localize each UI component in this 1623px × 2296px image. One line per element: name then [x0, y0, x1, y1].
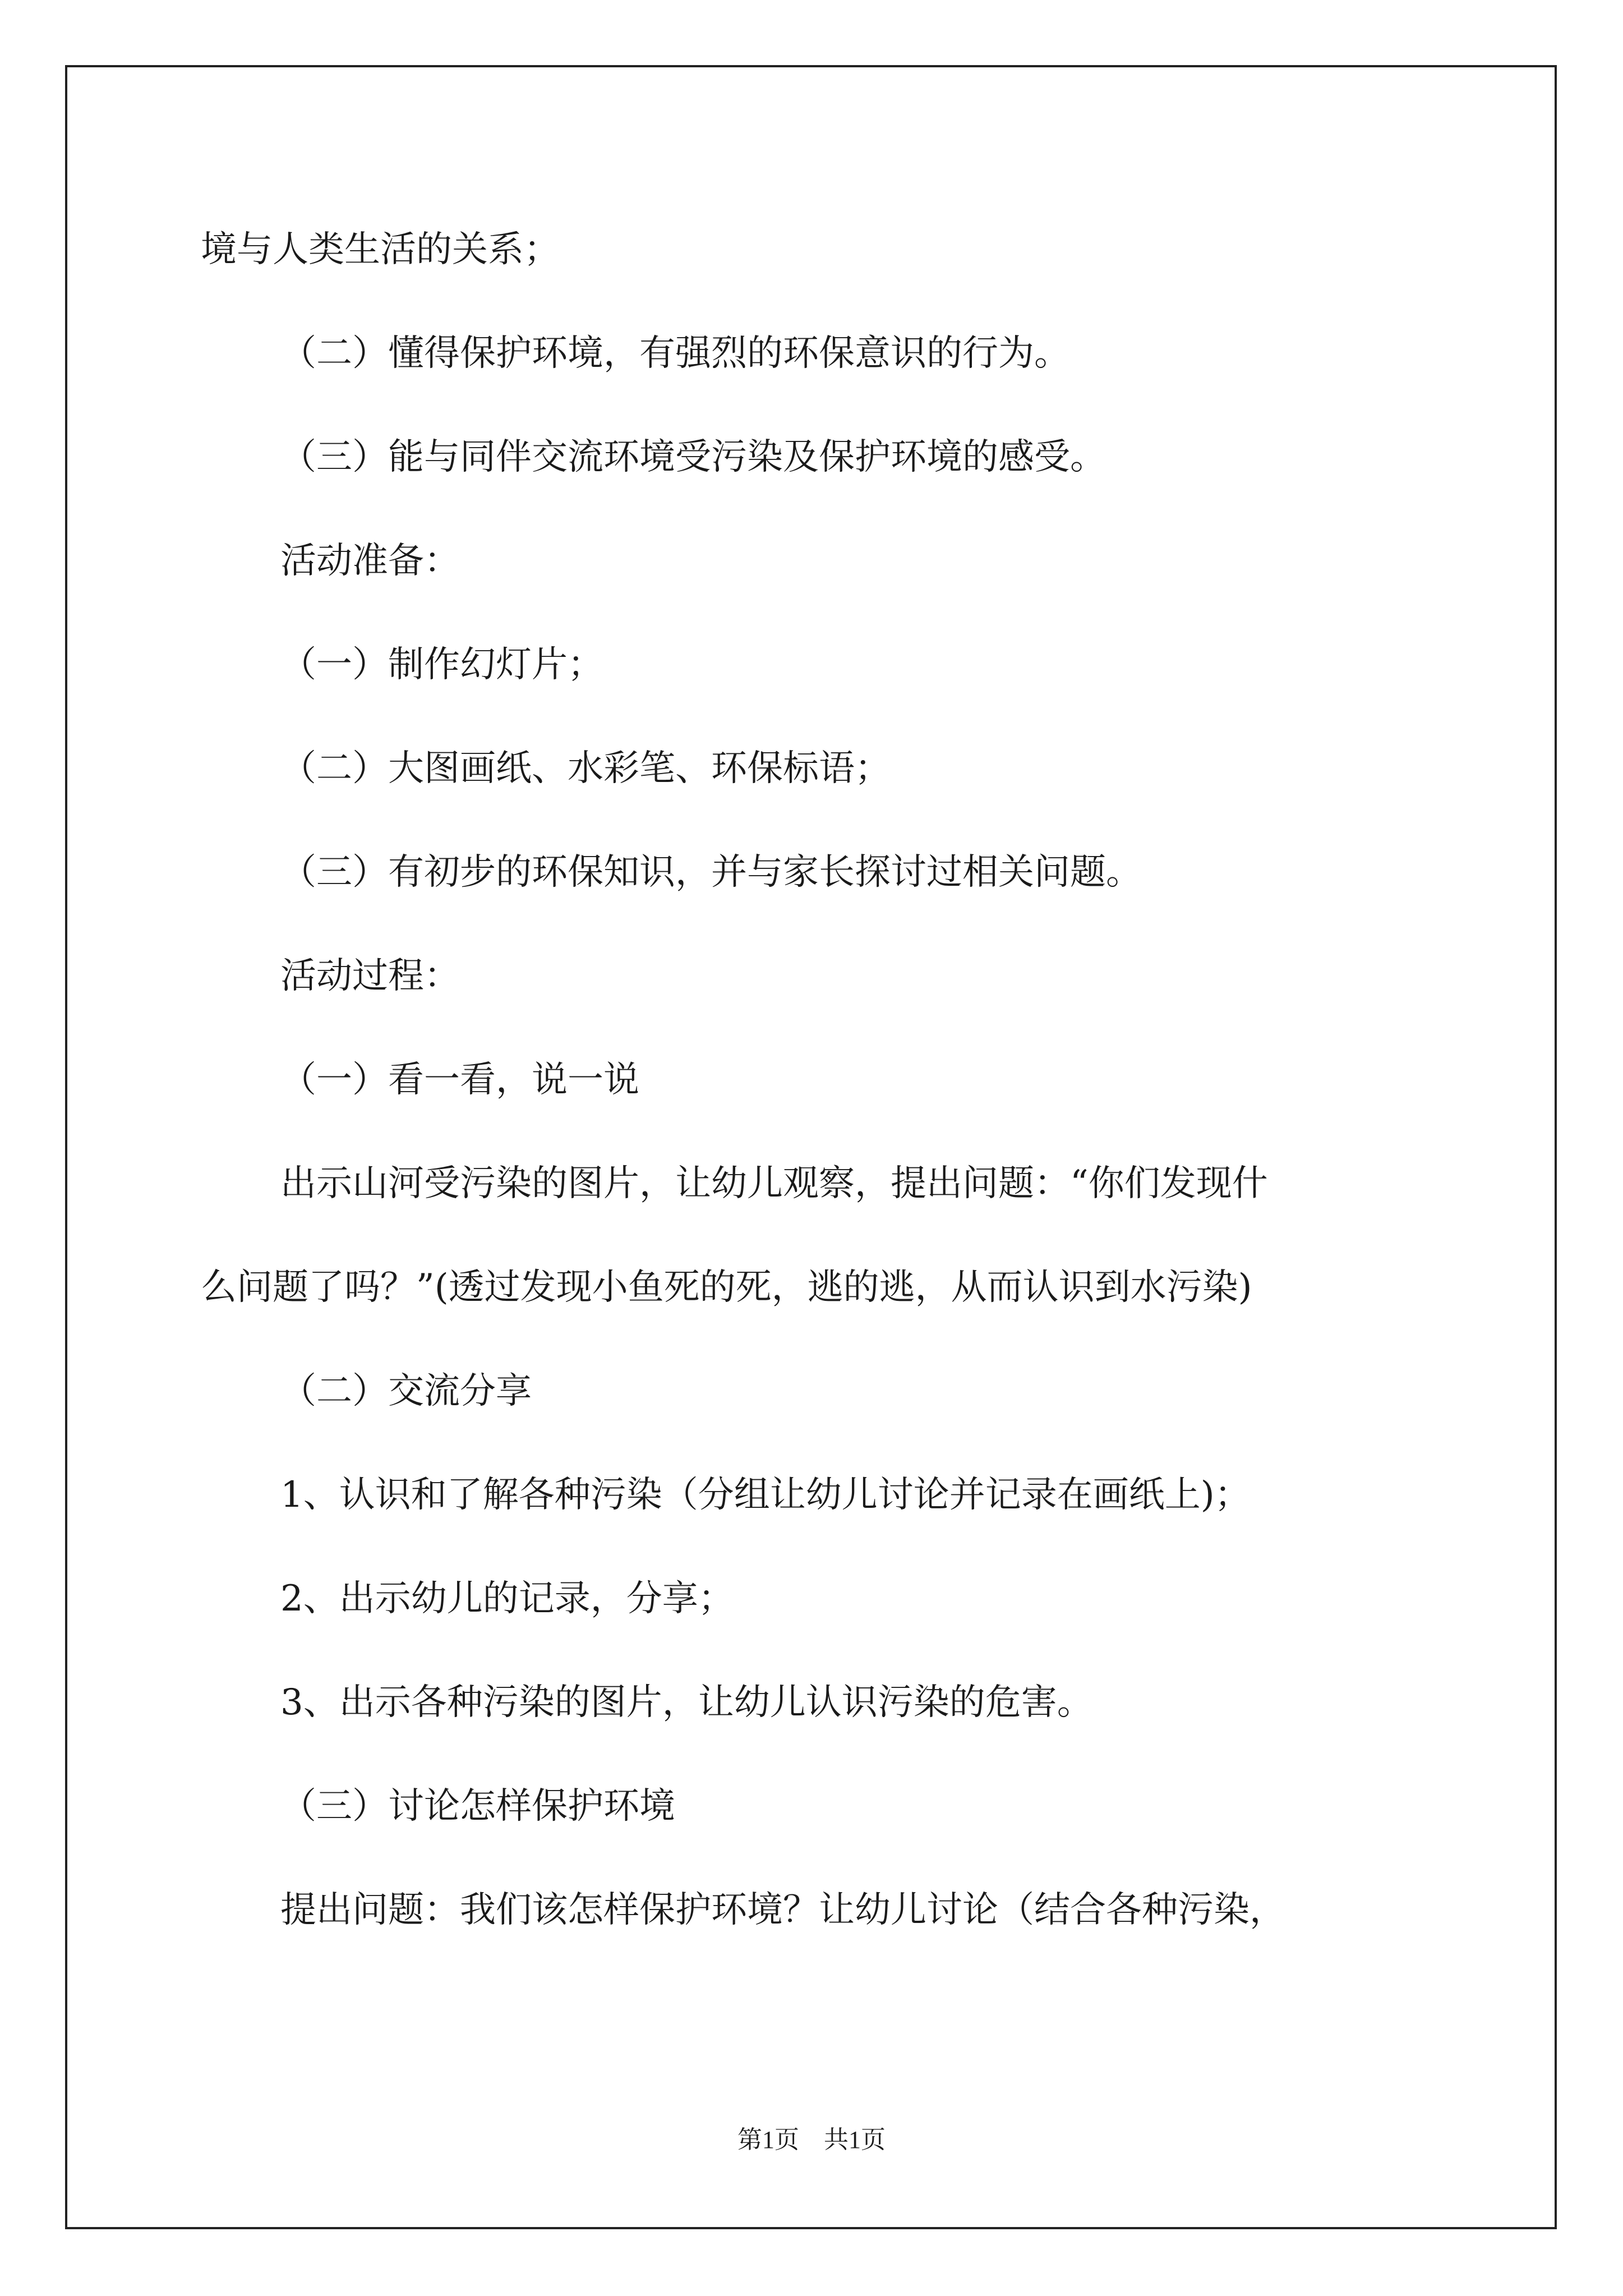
- page-number-footer: 第1页 共1页: [737, 2126, 886, 2154]
- text-line-5: （一）制作幻灯片；: [280, 644, 603, 685]
- text-line-13: 1、认识和了解各种污染（分组让幼儿讨论并记录在画纸上)；: [280, 1474, 1251, 1516]
- text-line-11: 么问题了吗？”(透过发现小鱼死的死，逃的逃，从而认识到水污染): [201, 1267, 1252, 1308]
- text-line-17: 提出问题：我们该怎样保护环境？让幼儿讨论（结合各种污染，: [280, 1889, 1285, 1931]
- text-line-12: （二）交流分享: [280, 1370, 532, 1412]
- text-line-7: （三）有初步的环保知识，并与家长探讨过相关问题。: [280, 852, 1142, 893]
- text-line-6: （二）大图画纸、水彩笔、环保标语；: [280, 748, 891, 789]
- text-line-1: 境与人类生活的关系；: [201, 229, 560, 270]
- text-line-14: 2、出示幼儿的记录，分享；: [280, 1578, 734, 1619]
- text-line-15: 3、出示各种污染的图片，让幼儿认识污染的危害。: [280, 1682, 1093, 1723]
- text-line-3: （三）能与同伴交流环境受污染及保护环境的感受。: [280, 436, 1106, 478]
- text-line-16: （三）讨论怎样保护环境: [280, 1786, 675, 1827]
- text-line-10: 出示山河受污染的图片，让幼儿观察，提出问题：“你们发现什: [280, 1163, 1268, 1204]
- text-line-4: 活动准备：: [280, 540, 460, 582]
- text-line-2: （二）懂得保护环境，有强烈的环保意识的行为。: [280, 333, 1070, 374]
- text-line-9: （一）看一看，说一说: [280, 1059, 639, 1101]
- text-line-8: 活动过程：: [280, 955, 460, 997]
